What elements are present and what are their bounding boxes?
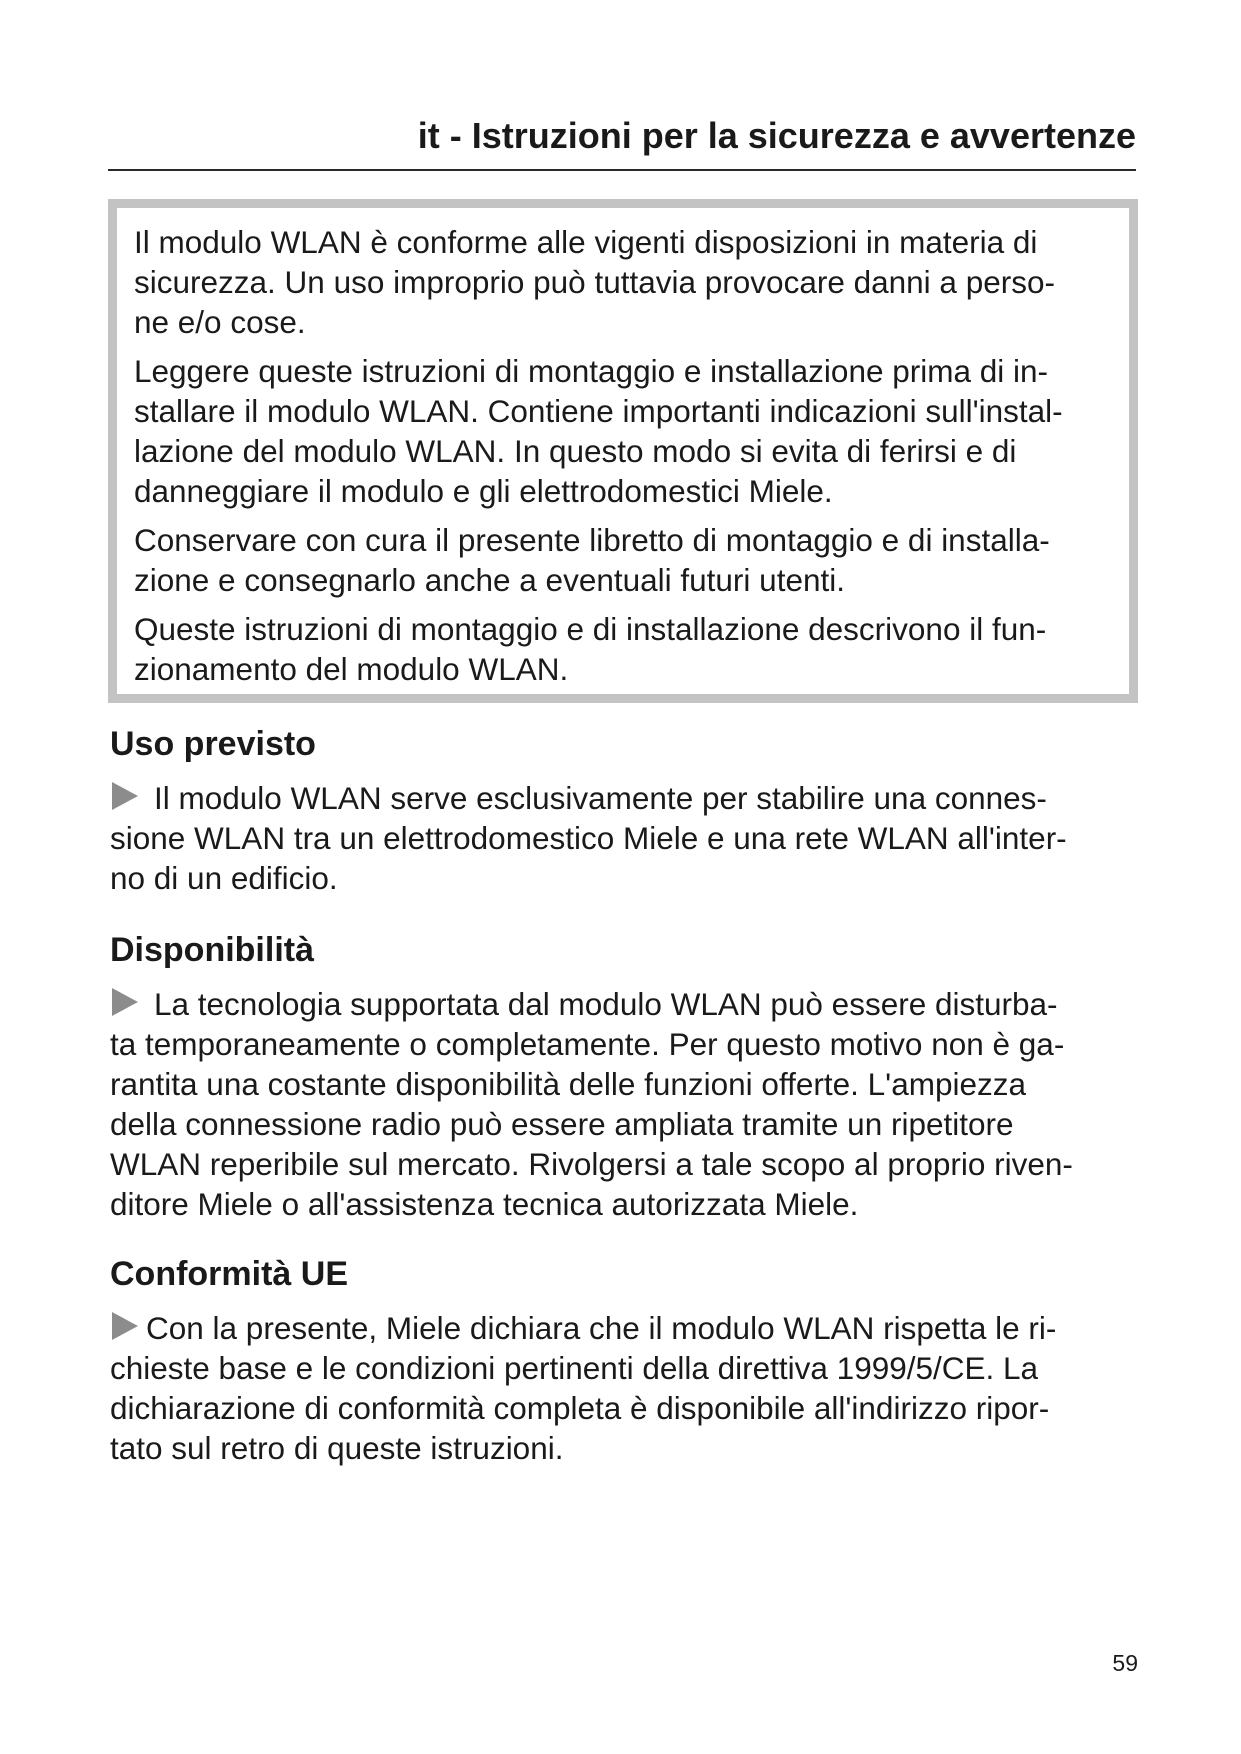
- triangle-bullet-icon: [112, 1312, 138, 1340]
- section-heading-disponibilita: Disponibilità: [110, 931, 314, 969]
- notice-paragraph: [134, 520, 1129, 600]
- line-text: Il modulo WLAN serve esclusivamente per stabilire una connes-: [154, 780, 1047, 816]
- text-line: ne e/o cose.: [134, 304, 306, 340]
- notice-paragraph: [134, 609, 1129, 689]
- text-line: dichiarazione di conformità completa è disponibile all'indirizzo ripor-: [110, 1390, 1050, 1426]
- section-heading-uso-previsto: Uso previsto: [110, 725, 316, 763]
- text-line: [110, 1308, 1150, 1348]
- line-text: La tecnologia supportata dal modulo WLAN può essere disturba-: [154, 986, 1058, 1022]
- section-heading-conformita-ue: Conformità UE: [110, 1255, 348, 1293]
- text-line: ditore Miele o all'assistenza tecnica autorizzata Miele.: [110, 1186, 859, 1222]
- text-line: Il modulo WLAN è conforme alle vigenti disposizioni in materia di: [134, 224, 1038, 260]
- text-line: Leggere queste istruzioni di montaggio e installazione prima di in-: [134, 353, 1049, 389]
- notice-paragraph: [134, 222, 1129, 342]
- text-line: [110, 984, 1150, 1024]
- triangle-bullet-icon: [112, 782, 138, 810]
- page-title: it - Istruzioni per la sicurezza e avvertenze: [108, 118, 1136, 171]
- text-line: [110, 778, 1150, 818]
- text-line: zione e consegnarlo anche a eventuali futuri utenti.: [134, 562, 845, 598]
- text-line: della connessione radio può essere ampliata tramite un ripetitore: [110, 1106, 1014, 1142]
- text-line: ta temporaneamente o completamente. Per questo motivo non è ga-: [110, 1026, 1065, 1062]
- section-body-disponibilita: [110, 984, 1150, 1224]
- text-line: rantita una costante disponibilità delle funzioni offerte. L'ampiezza: [110, 1066, 1027, 1102]
- triangle-bullet-icon: [112, 988, 138, 1016]
- section-body-uso-previsto: [110, 778, 1150, 898]
- text-line: zionamento del modulo WLAN.: [134, 651, 569, 687]
- text-line: sicurezza. Un uso improprio può tuttavia provocare danni a perso-: [134, 264, 1055, 300]
- text-line: chieste base e le condizioni pertinenti della direttiva 1999/5/CE. La: [110, 1350, 1039, 1386]
- line-text: Con la presente, Miele dichiara che il modulo WLAN rispetta le ri-: [146, 1310, 1057, 1346]
- text-line: stallare il modulo WLAN. Contiene importanti indicazioni sull'instal-: [134, 393, 1063, 429]
- text-line: Queste istruzioni di montaggio e di installazione descrivono il fun-: [134, 611, 1047, 647]
- text-line: lazione del modulo WLAN. In questo modo si evita di ferirsi e di: [134, 433, 1017, 469]
- text-line: WLAN reperibile sul mercato. Rivolgersi a tale scopo al proprio riven-: [110, 1146, 1073, 1182]
- notice-paragraph: [134, 351, 1129, 511]
- text-line: tato sul retro di queste istruzioni.: [110, 1430, 564, 1466]
- section-body-conformita-ue: [110, 1308, 1150, 1468]
- text-line: no di un edificio.: [110, 860, 338, 896]
- safety-notice-box: [108, 199, 1138, 703]
- text-line: Conservare con cura il presente libretto di montaggio e di installa-: [134, 522, 1050, 558]
- page-number: 59: [1112, 1650, 1138, 1676]
- text-line: danneggiare il modulo e gli elettrodomestici Miele.: [134, 473, 833, 509]
- text-line: sione WLAN tra un elettrodomestico Miele e una rete WLAN all'inter-: [110, 820, 1067, 856]
